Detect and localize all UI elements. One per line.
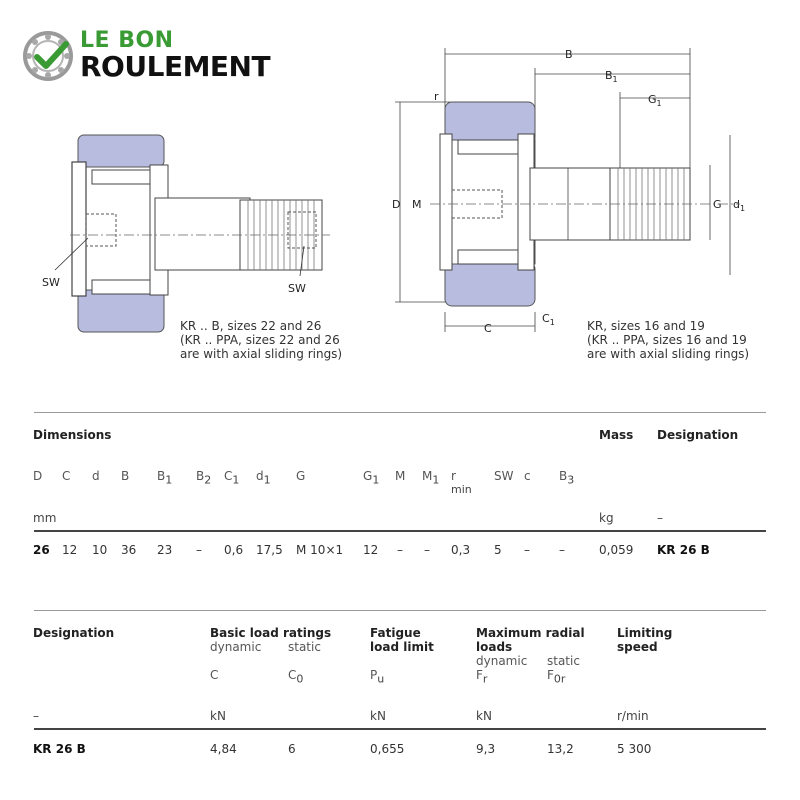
dim-B1: $B_1$ — [605, 69, 618, 84]
val-C0: 6 — [288, 742, 296, 756]
val-M1: – — [424, 543, 430, 557]
radial-dynamic: dynamic — [476, 654, 528, 668]
brand-logo[interactable] — [22, 28, 292, 84]
designation-header-2: Designation — [33, 626, 115, 640]
val-d: 10 — [92, 543, 108, 557]
left-caption-line2: (KR .. PPA, sizes 22 and 26 — [180, 333, 340, 347]
table2-unit-rule — [34, 728, 766, 730]
outer-ring-top — [78, 135, 164, 167]
bearing-check-icon — [22, 30, 76, 84]
val-r-min: 0,3 — [451, 543, 471, 557]
brand-line2: ROULEMENT — [80, 50, 271, 83]
sw-label-left: SW — [42, 276, 60, 289]
sym-C: C — [62, 469, 71, 483]
val-speed: 5 300 — [617, 742, 652, 756]
unit-radial-kn: kN — [476, 709, 492, 723]
val-mass: 0,059 — [599, 543, 634, 557]
designation-header-1: Designation — [657, 428, 739, 442]
sw-label-right: SW — [288, 282, 306, 295]
sym-G: G — [296, 469, 306, 483]
val-C-dyn: 4,84 — [210, 742, 237, 756]
sym-Fr: $F_r$ — [476, 668, 488, 686]
unit-basic-kn: kN — [210, 709, 226, 723]
right-caption-line3: are with axial sliding rings) — [587, 347, 750, 361]
sym-c: c — [524, 469, 531, 483]
val-designation-1[interactable]: KR 26 B — [657, 543, 710, 557]
left-caption-line3: are with axial sliding rings) — [180, 347, 343, 361]
fatigue-header-2: load limit — [370, 640, 434, 654]
basic-load-dynamic: dynamic — [210, 640, 262, 654]
radial-header-2: loads — [476, 640, 513, 654]
val-C1: 0,6 — [224, 543, 244, 557]
right-caption-line2: (KR .. PPA, sizes 16 and 19 — [587, 333, 747, 347]
val-d1: 17,5 — [256, 543, 283, 557]
unit-speed: r/min — [617, 709, 649, 723]
radial-header-1: Maximum radial — [476, 626, 585, 640]
left-cam-follower-drawing — [30, 120, 350, 350]
unit-mm: mm — [33, 511, 57, 525]
dim-G1: $G_1$ — [648, 93, 662, 108]
dim-r: r — [434, 90, 439, 103]
sym-M: M — [395, 469, 406, 483]
dim-d1: $d_1$ — [733, 198, 746, 213]
val-M: – — [397, 543, 403, 557]
sym-F0r: $F_{0r}$ — [547, 668, 566, 686]
sym-B: B — [121, 469, 130, 483]
dim-M: M — [412, 198, 422, 211]
val-G1: 12 — [363, 543, 379, 557]
sym-B3: $B_3$ — [559, 469, 575, 487]
dim-D: D — [392, 198, 401, 211]
sym-B1: $B_1$ — [157, 469, 173, 487]
table1-unit-rule — [34, 530, 766, 532]
left-caption — [180, 319, 342, 361]
dim-B: B — [565, 48, 573, 61]
dim-C: C — [484, 322, 492, 335]
val-G: M 10×1 — [296, 543, 344, 557]
val-Pu: 0,655 — [370, 742, 405, 756]
val-B2: – — [196, 543, 202, 557]
val-SW: 5 — [494, 543, 502, 557]
speed-header-1: Limiting — [617, 626, 673, 640]
sym-SW: SW — [494, 469, 514, 483]
val-Fr: 9,3 — [476, 742, 496, 756]
val-c: – — [524, 543, 530, 557]
val-B: 36 — [121, 543, 137, 557]
speed-header-2: speed — [617, 640, 658, 654]
val-designation-2[interactable]: KR 26 B — [33, 742, 86, 756]
mass-header: Mass — [599, 428, 634, 442]
stud — [155, 198, 250, 270]
basic-load-header: Basic load ratings — [210, 626, 332, 640]
val-F0r: 13,2 — [547, 742, 574, 756]
sym-B2: $B_2$ — [196, 469, 212, 487]
sym-r-min: r min — [451, 469, 472, 496]
unit-designation-2: – — [33, 709, 39, 723]
sym-M1: $M_1$ — [422, 469, 440, 487]
sym-Pu: $P_u$ — [370, 668, 385, 686]
sym-G1: $G_1$ — [363, 469, 380, 487]
unit-designation-1: – — [657, 511, 663, 525]
outer-ring-bottom — [78, 290, 164, 332]
sym-C-dyn: C — [210, 668, 219, 682]
fatigue-header-1: Fatigue — [370, 626, 421, 640]
sym-D: D — [33, 469, 43, 483]
right-cam-follower-drawing — [390, 40, 770, 340]
val-C: 12 — [62, 543, 78, 557]
sym-d1: $d_1$ — [256, 469, 271, 487]
table1-top-rule — [34, 412, 766, 413]
brand-line1: LE BON — [80, 28, 174, 53]
left-caption-line1: KR .. B, sizes 22 and 26 — [180, 319, 322, 333]
sym-d: d — [92, 469, 100, 483]
right-caption — [587, 319, 749, 361]
sym-C0: $C_0$ — [288, 668, 304, 686]
table2-top-rule — [34, 610, 766, 611]
val-B1: 23 — [157, 543, 173, 557]
basic-load-static: static — [288, 640, 321, 654]
sym-C1: $C_1$ — [224, 469, 240, 487]
dimensions-header: Dimensions — [33, 428, 112, 442]
flange — [72, 162, 86, 296]
val-B3: – — [559, 543, 565, 557]
dim-G: G — [713, 198, 722, 211]
val-D: 26 — [33, 543, 50, 557]
right-caption-line1: KR, sizes 16 and 19 — [587, 319, 705, 333]
unit-fatigue-kn: kN — [370, 709, 386, 723]
radial-static: static — [547, 654, 580, 668]
dim-C1: $C_1$ — [542, 312, 555, 327]
unit-kg: kg — [599, 511, 614, 525]
